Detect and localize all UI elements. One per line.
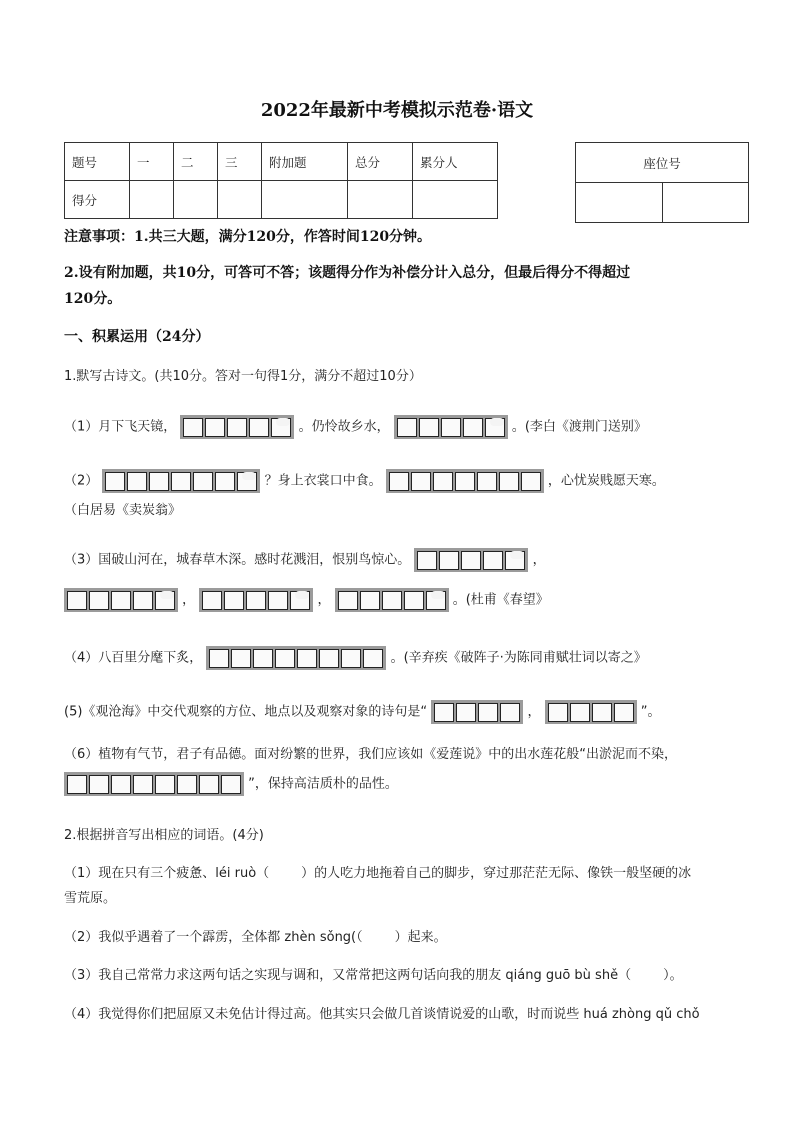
q1-item-3-cont	[64, 588, 549, 612]
q1-text: （1）月下飞天镜，	[64, 419, 177, 435]
answer-box-group[interactable]	[64, 588, 178, 612]
score-cell[interactable]	[348, 181, 413, 219]
q1-text: 。仍怜故乡水，	[298, 419, 390, 435]
score-table-header-cell: 累分人	[413, 143, 498, 181]
score-cell[interactable]	[262, 181, 348, 219]
q2-item-4: （4）我觉得你们把屈原又未免估计得过高。他其实只会做几首谈情说爱的山歌，时而说些 huá zhòng qǔ chǒ	[64, 1007, 700, 1022]
notes-line-1: 注意事项：1.共三大题，满分120分，作答时间120分钟。	[64, 229, 432, 245]
answer-box-group[interactable]	[414, 548, 528, 572]
seat-cell[interactable]	[663, 183, 749, 223]
q1-text: 。(杜甫《春望》	[452, 592, 549, 608]
score-table-header-cell: 题号	[65, 143, 130, 181]
q1-text: （2）	[64, 473, 99, 489]
q2-text: ）的人吃力地拖着自己的脚步，穿过那茫茫无际、像铁一般坚硬的冰	[301, 866, 692, 881]
q1-text: ，	[532, 552, 546, 568]
answer-box-group[interactable]	[102, 469, 260, 493]
q1-item-6-cont	[64, 772, 398, 796]
q2-text: ）。	[663, 968, 683, 983]
q2-text: （2）我似乎遇着了一个霹雳，全体都 zhèn sǒng(（	[64, 930, 363, 945]
score-cell[interactable]	[130, 181, 174, 219]
answer-box-group[interactable]	[386, 469, 544, 493]
seat-cell[interactable]	[576, 183, 663, 223]
q1-item-3	[64, 548, 546, 572]
score-cell[interactable]	[218, 181, 262, 219]
score-cell[interactable]	[413, 181, 498, 219]
q1-text: ，心忧炭贱愿天寒。	[547, 473, 665, 489]
q1-text: ”。	[640, 704, 661, 720]
q1-item-2	[64, 469, 665, 493]
q1-item-4	[64, 646, 647, 670]
q1-text: ”，保持高洁质朴的品性。	[248, 776, 398, 792]
q1-item-1	[64, 415, 647, 439]
score-table-header-cell: 三	[218, 143, 262, 181]
q2-item-1	[64, 862, 691, 881]
q1-text: ，	[317, 592, 331, 608]
q1-item-2-source: （白居易《卖炭翁》	[64, 503, 182, 518]
score-table	[64, 142, 498, 219]
score-table-header-cell: 一	[130, 143, 174, 181]
q2-item-3	[64, 964, 683, 983]
q1-text: ，	[527, 704, 541, 720]
answer-box-group[interactable]	[335, 588, 449, 612]
q1-text: (5)《观沧海》中交代观察的方位、地点以及观察对象的诗句是“	[64, 704, 428, 720]
score-table-header-cell: 附加题	[262, 143, 348, 181]
answer-box-group[interactable]	[431, 700, 523, 724]
score-table-score-row	[65, 181, 498, 219]
section1-heading: 一、积累运用（24分）	[64, 329, 210, 345]
q1-stem: 1.默写古诗文。(共10分。答对一句得1分，满分不超过10分）	[64, 369, 422, 384]
q2-item-1-cont: 雪荒原。	[64, 891, 117, 906]
notes-line-2b: 120分。	[64, 291, 122, 307]
answer-box-group[interactable]	[64, 772, 244, 796]
answer-box-group[interactable]	[199, 588, 313, 612]
q1-text: （4）八百里分麾下炙，	[64, 650, 203, 666]
answer-box-group[interactable]	[206, 646, 386, 670]
q2-text: （3）我自己常常力求这两句话之实现与调和，又常常把这两句话向我的朋友 qiáng guō bù shě（	[64, 968, 632, 983]
score-cell[interactable]	[174, 181, 218, 219]
q1-item-5	[64, 700, 660, 724]
answer-box-group[interactable]	[394, 415, 508, 439]
score-table-header-cell: 总分	[348, 143, 413, 181]
answer-box-group[interactable]	[545, 700, 637, 724]
notes-line-2a: 2.设有附加题，共10分，可答可不答；该题得分作为补偿分计入总分，但最后得分不得超过	[64, 265, 631, 281]
q2-text: ）起来。	[394, 930, 447, 945]
q2-text: （1）现在只有三个疲惫、léi ruò（	[64, 866, 270, 881]
q1-text: 。(李白《渡荆门送别》	[511, 419, 647, 435]
q2-stem: 2.根据拼音写出相应的词语。(4分)	[64, 828, 264, 843]
answer-box-group[interactable]	[180, 415, 294, 439]
q1-text: ，	[182, 592, 196, 608]
q1-text: （3）国破山河在，城春草木深。感时花溅泪，恨别鸟惊心。	[64, 552, 411, 568]
seat-label: 座位号	[576, 143, 749, 183]
score-table-header-cell: 二	[174, 143, 218, 181]
q1-text: ？身上衣裳口中食。	[264, 473, 382, 489]
q1-item-6: （6）植物有气节，君子有品德。面对纷繁的世界，我们应该如《爱莲说》中的出水莲花般“出淤泥而不染，	[64, 747, 678, 762]
q2-item-2	[64, 926, 447, 945]
page-title: 2022年最新中考模拟示范卷·语文	[260, 100, 534, 121]
q1-text: 。(辛弃疾《破阵子·为陈同甫赋壮词以寄之》	[390, 650, 647, 666]
score-row-label: 得分	[65, 181, 130, 219]
seat-table	[575, 142, 749, 223]
score-table-header-row	[65, 143, 498, 181]
